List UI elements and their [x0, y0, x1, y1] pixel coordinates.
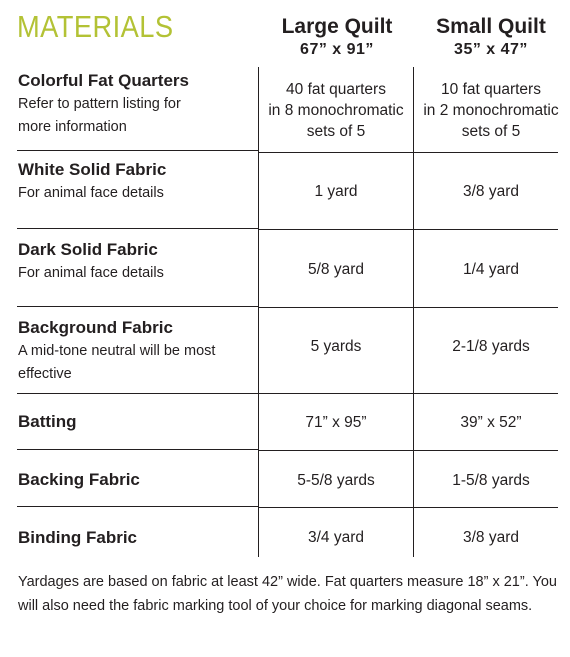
- cell-large-quilt: [259, 181, 413, 202]
- cell-line: 5/8 yard: [307, 261, 364, 278]
- item-name: Background Fabric: [18, 318, 173, 337]
- cell-large-quilt: [259, 470, 413, 491]
- cell-line: in 2 monochromatic: [423, 102, 559, 119]
- row-divider: [17, 393, 258, 394]
- column-header-small-quilt: [414, 14, 568, 61]
- item-name: Binding Fabric: [18, 528, 137, 547]
- cell-line: 3/8 yard: [462, 529, 519, 546]
- cell-line: 1/4 yard: [462, 261, 519, 278]
- column-header-large-name: Large Quilt: [281, 15, 393, 38]
- row-divider: [258, 152, 558, 153]
- row-divider: [258, 307, 558, 308]
- item-name: Dark Solid Fabric: [18, 240, 158, 259]
- column-header-large-dims: 67” x 91”: [300, 41, 374, 58]
- cell-line: 39” x 52”: [460, 414, 522, 431]
- cell-line: 5 yards: [310, 338, 362, 355]
- row-divider: [258, 507, 558, 508]
- row-divider: [17, 306, 258, 307]
- cell-line: 5-5/8 yards: [297, 472, 375, 489]
- cell-line: 10 fat quarters: [441, 81, 541, 98]
- cell-large-quilt: [259, 79, 413, 142]
- cell-small-quilt: [414, 412, 568, 433]
- row-divider: [258, 229, 558, 230]
- cell-line: 3/4 yard: [307, 529, 364, 546]
- row-divider: [258, 450, 558, 451]
- cell-small-quilt: [414, 259, 568, 280]
- row-divider: [17, 449, 258, 450]
- cell-small-quilt: [414, 79, 568, 142]
- cell-large-quilt: [259, 259, 413, 280]
- cell-line: 3/8 yard: [462, 183, 519, 200]
- cell-small-quilt: [414, 336, 568, 357]
- cell-large-quilt: [259, 336, 413, 357]
- item-name: White Solid Fabric: [18, 160, 167, 179]
- row-divider: [17, 506, 258, 507]
- cell-line: sets of 5: [306, 123, 366, 140]
- page-title: MATERIALS: [17, 9, 174, 44]
- cell-large-quilt: [259, 412, 413, 433]
- cell-line: 1 yard: [314, 183, 358, 200]
- row-divider: [17, 150, 258, 151]
- cell-line: sets of 5: [461, 123, 521, 140]
- cell-small-quilt: [414, 181, 568, 202]
- item-name: Colorful Fat Quarters: [18, 71, 189, 90]
- column-header-small-name: Small Quilt: [436, 15, 546, 38]
- row-divider: [258, 393, 558, 394]
- item-note: For animal face details: [18, 265, 164, 281]
- cell-line: 2-1/8 yards: [452, 338, 530, 355]
- item-name: Batting: [18, 412, 77, 431]
- cell-small-quilt: [414, 470, 568, 491]
- item-note: A mid-tone neutral will be most effective: [18, 343, 216, 382]
- column-header-small-dims: 35” x 47”: [454, 41, 528, 58]
- row-divider: [17, 228, 258, 229]
- item-name: Backing Fabric: [18, 470, 140, 489]
- cell-line: 40 fat quarters: [286, 81, 386, 98]
- cell-line: 71” x 95”: [305, 414, 367, 431]
- item-note: For animal face details: [18, 185, 164, 201]
- cell-small-quilt: [414, 527, 568, 548]
- cell-line: 1-5/8 yards: [452, 472, 530, 489]
- column-header-large-quilt: [260, 14, 414, 61]
- cell-large-quilt: [259, 527, 413, 548]
- footnote: Yardages are based on fabric at least 42” wide. Fat quarters measure 18” x 21”. You will also need the fabric marking tool of your choice for marking diagonal seams.: [18, 574, 557, 614]
- item-note: Refer to pattern listing for more information: [18, 96, 181, 135]
- cell-line: in 8 monochromatic: [268, 102, 404, 119]
